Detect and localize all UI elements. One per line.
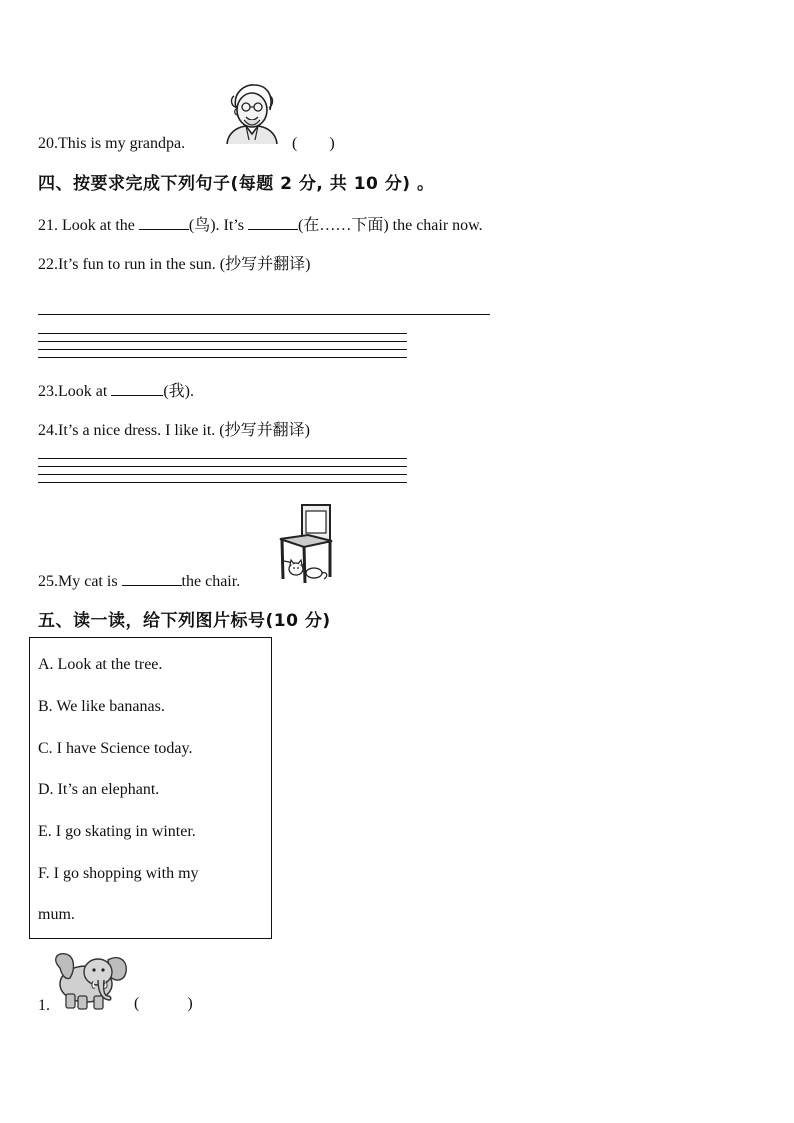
section-5-heading: 五、读一读，给下列图片标号(10 分) bbox=[38, 611, 331, 631]
picture-q1-number: 1. bbox=[38, 997, 50, 1014]
option-d: D. It’s an elephant. bbox=[38, 781, 160, 798]
q21-blank-bird[interactable] bbox=[139, 213, 189, 230]
q22-copy-line-2[interactable] bbox=[38, 341, 407, 342]
q20-text: 20.This is my grandpa. bbox=[38, 135, 186, 152]
option-b: B. We like bananas. bbox=[38, 698, 165, 715]
q21-part3: (在……下面) the chair now. bbox=[297, 217, 483, 234]
option-f-continued: mum. bbox=[38, 906, 75, 923]
elephant-picture bbox=[52, 950, 130, 1012]
section-4-heading: 四、按要求完成下列句子(每题 2 分, 共 10 分) 。 bbox=[38, 174, 435, 194]
q25-part1: 25.My cat is bbox=[38, 573, 122, 590]
q23-blank[interactable] bbox=[111, 379, 163, 396]
chair-with-cat-picture bbox=[278, 503, 334, 583]
q22-copy-line-3[interactable] bbox=[38, 349, 407, 350]
q24-copy-line-3[interactable] bbox=[38, 474, 407, 475]
q21-part2: (鸟). It’s bbox=[188, 217, 248, 234]
option-c: C. I have Science today. bbox=[38, 740, 193, 757]
q22-copy-line-1[interactable] bbox=[38, 333, 407, 334]
q21 bbox=[38, 213, 483, 236]
q24-copy-line-4[interactable] bbox=[38, 482, 407, 483]
q23-part1: 23.Look at bbox=[38, 383, 112, 400]
q23 bbox=[38, 379, 194, 402]
grandpa-picture bbox=[222, 82, 280, 144]
q22-text: 22.It’s fun to run in the sun. (抄写并翻译) bbox=[38, 256, 311, 273]
q22-answer-line[interactable] bbox=[38, 314, 490, 315]
q24-text: 24.It’s a nice dress. I like it. (抄写并翻译) bbox=[38, 422, 310, 439]
q24-copy-line-1[interactable] bbox=[38, 458, 407, 459]
q21-blank-under[interactable] bbox=[248, 213, 298, 230]
q25-part2: the chair. bbox=[181, 573, 241, 590]
option-f: F. I go shopping with my bbox=[38, 865, 199, 882]
q21-part1: 21. Look at the bbox=[38, 217, 139, 234]
option-a: A. Look at the tree. bbox=[38, 656, 163, 673]
picture-q1-answer-bracket[interactable]: ( ) bbox=[134, 995, 193, 1012]
option-e: E. I go skating in winter. bbox=[38, 823, 196, 840]
q20-answer-bracket[interactable]: ( ) bbox=[292, 135, 335, 152]
q23-part2: (我). bbox=[163, 383, 194, 400]
q24-copy-line-2[interactable] bbox=[38, 466, 407, 467]
q25 bbox=[38, 569, 240, 592]
q22-copy-line-4[interactable] bbox=[38, 357, 407, 358]
q25-blank[interactable] bbox=[122, 569, 182, 586]
